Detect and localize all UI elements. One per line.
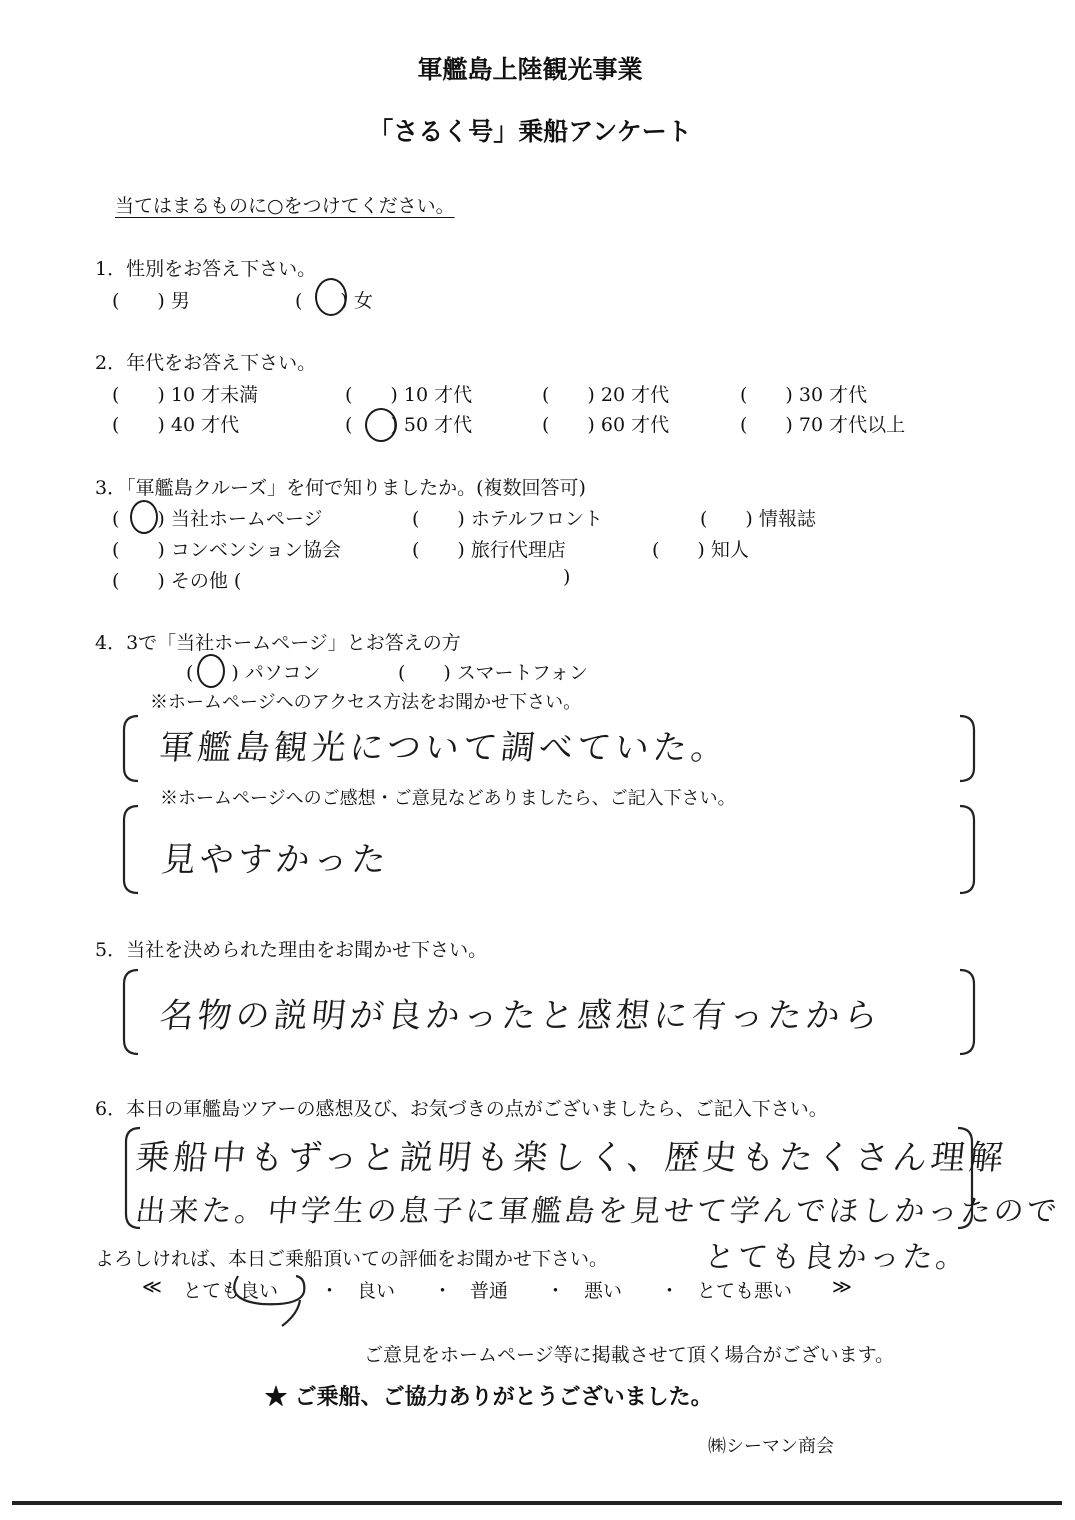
q3-option-convention[interactable]: ( ) コンベンション協会	[112, 539, 342, 561]
rating-separator: ・	[320, 1280, 340, 1302]
q3-option-travel-agency[interactable]: ( ) 旅行代理店	[412, 539, 566, 561]
q3-option-hotel-front[interactable]: ( ) ホテルフロント	[412, 508, 603, 530]
rating-very-good[interactable]: とても良い	[183, 1280, 279, 1302]
q3-option-magazine[interactable]: ( ) 情報誌	[700, 508, 816, 530]
rating-bad[interactable]: 悪い	[584, 1280, 623, 1302]
rating-open-bracket: ≪	[142, 1276, 162, 1298]
rating-close-bracket: ≫	[832, 1276, 852, 1298]
question-1-label: 1．性別をお答え下さい。	[95, 258, 317, 280]
rating-question-label: よろしければ、本日ご乗船頂いての評価をお聞かせ下さい。	[95, 1248, 609, 1270]
q1-option-female[interactable]: ( ) 女	[295, 290, 373, 312]
q4-feedback-handwritten-answer[interactable]: 見やすかった	[159, 840, 392, 880]
q2-option-under10[interactable]: ( ) 10 才未満	[112, 384, 259, 406]
rating-very-bad[interactable]: とても悪い	[697, 1280, 793, 1302]
question-6-label: 6．本日の軍艦島ツアーの感想及び、お気づきの点がございましたら、ご記入下さい。	[95, 1098, 828, 1120]
company-name: ㈱シーマン商会	[708, 1436, 834, 1456]
thank-you-message: ★ ご乗船、ご協力ありがとうございました。	[265, 1384, 713, 1410]
rating-separator: ・	[660, 1280, 680, 1302]
q3-option-other[interactable]: ( ) その他 (	[112, 570, 242, 592]
rating-separator: ・	[546, 1280, 566, 1302]
q5-handwritten-answer[interactable]: 名物の説明が良かったと感想に有ったから	[157, 996, 884, 1036]
q6-handwritten-answer-line2[interactable]: 出来た。中学生の息子に軍艦島を見せて学んでほしかったので	[133, 1194, 1062, 1229]
question-2-label: 2．年代をお答え下さい。	[95, 352, 317, 374]
q4-feedback-note: ※ホームページへのご感想・ご意見などありましたら、ご記入下さい。	[160, 788, 736, 809]
rating-separator: ・	[433, 1280, 453, 1302]
survey-organization-title: 軍艦島上陸観光事業	[417, 55, 643, 84]
q2-option-40s[interactable]: ( ) 40 才代	[112, 414, 240, 436]
rating-neutral[interactable]: 普通	[470, 1280, 509, 1302]
q2-option-10s[interactable]: ( ) 10 才代	[345, 384, 473, 406]
q4-access-note: ※ホームページへのアクセス方法をお聞かせ下さい。	[150, 692, 582, 713]
question-5-label: 5．当社を決められた理由をお聞かせ下さい。	[95, 939, 488, 961]
bottom-rule	[12, 1501, 1062, 1505]
instruction-text: 当てはまるものに○をつけてください。	[115, 195, 455, 217]
q6-handwritten-answer-line1[interactable]: 乗船中もずっと説明も楽しく、歴史もたくさん理解	[133, 1138, 1010, 1178]
survey-title: 「さるく号」乗船アンケート	[368, 117, 692, 146]
q4-option-smartphone[interactable]: ( ) スマートフォン	[398, 662, 588, 684]
q1-option-male[interactable]: ( ) 男	[112, 290, 190, 312]
q2-option-30s[interactable]: ( ) 30 才代	[740, 384, 868, 406]
rating-good[interactable]: 良い	[357, 1280, 396, 1302]
q6-handwritten-answer-line3[interactable]: とても良かった。	[702, 1240, 971, 1275]
publish-note: ご意見をホームページ等に掲載させて頂く場合がございます。	[364, 1344, 895, 1366]
q3-other-close-paren: )	[563, 566, 571, 588]
q2-option-60s[interactable]: ( ) 60 才代	[542, 414, 670, 436]
q2-option-50s[interactable]: ( ) 50 才代	[345, 414, 473, 436]
q2-option-20s[interactable]: ( ) 20 才代	[542, 384, 670, 406]
q4-access-handwritten-answer[interactable]: 軍艦島観光について調べていた。	[157, 728, 732, 768]
q4-option-pc[interactable]: ( ) パソコン	[186, 662, 321, 684]
q3-option-acquaintance[interactable]: ( ) 知人	[652, 539, 749, 561]
question-4-label: 4．3で「当社ホームページ」とお答えの方	[95, 632, 461, 654]
question-3-label: 3．「軍艦島クルーズ」を何で知りましたか。(複数回答可)	[95, 477, 586, 499]
q3-option-homepage[interactable]: ( ) 当社ホームページ	[112, 508, 323, 530]
q2-option-70s-plus[interactable]: ( ) 70 才代以上	[740, 414, 906, 436]
